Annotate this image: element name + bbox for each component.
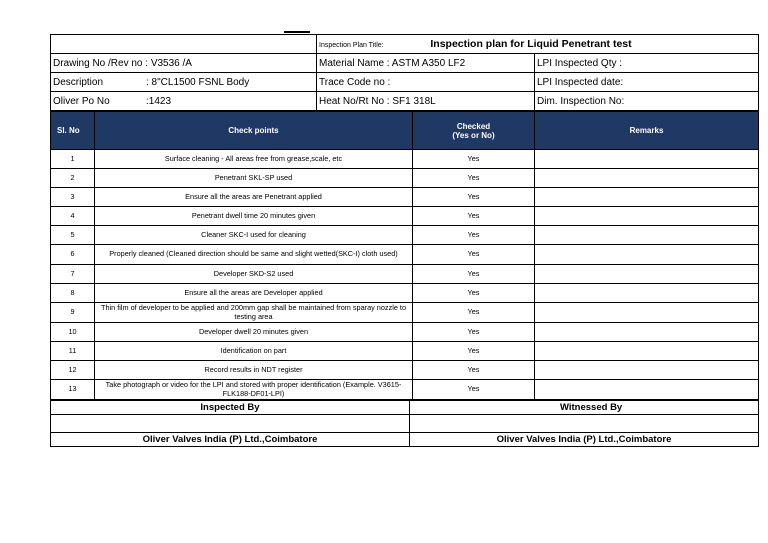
col-check-points: Check points (95, 112, 413, 150)
table-row (51, 188, 759, 207)
row-number: 6 (51, 245, 95, 265)
row-check-point: Ensure all the areas are Penetrant applied (95, 188, 413, 207)
row-check-point: Penetrant SKL-SP used (95, 169, 413, 188)
table-row (51, 150, 759, 169)
row-number: 11 (51, 342, 95, 361)
row-number: 2 (51, 169, 95, 188)
heat-no: Heat No/Rt No : SF1 318L (317, 92, 535, 111)
row-check-point: Surface cleaning - All areas free from grease,scale, etc (95, 150, 413, 169)
row-remarks (535, 245, 759, 265)
row-remarks (535, 342, 759, 361)
row-checked: Yes (413, 361, 535, 380)
table-row (51, 265, 759, 284)
inspected-signature (51, 415, 410, 433)
plan-title-label: Inspection Plan Title: (319, 42, 384, 49)
inspection-sheet (50, 34, 758, 447)
row-checked: Yes (413, 207, 535, 226)
row-check-point: Thin film of developer to be applied and 200mm gap shall be maintained from sparay nozzle to testing area (95, 303, 413, 323)
table-row (51, 169, 759, 188)
row-number: 13 (51, 380, 95, 400)
row-number: 12 (51, 361, 95, 380)
description-value: : 8"CL1500 FSNL Body (146, 76, 250, 88)
description-cell (51, 73, 317, 92)
row-checked: Yes (413, 284, 535, 303)
blank-cell (51, 35, 317, 54)
row-remarks (535, 207, 759, 226)
row-remarks (535, 323, 759, 342)
row-checked: Yes (413, 265, 535, 284)
table-row (51, 207, 759, 226)
lpi-qty: LPI Inspected Qty : (535, 54, 759, 73)
row-check-point: Developer SKD-S2 used (95, 265, 413, 284)
dim-inspection: Dim. Inspection No: (535, 92, 759, 111)
row-check-point: Record results in NDT register (95, 361, 413, 380)
row-check-point: Cleaner SKC-I used for cleaning (95, 226, 413, 245)
row-check-point: Developer dwell 20 minutes given (95, 323, 413, 342)
table-row (51, 284, 759, 303)
table-row (51, 323, 759, 342)
table-row (51, 380, 759, 400)
table-row (51, 245, 759, 265)
drawing-no: Drawing No /Rev no : V3536 /A (51, 54, 317, 73)
row-number: 9 (51, 303, 95, 323)
row-checked: Yes (413, 303, 535, 323)
row-checked: Yes (413, 380, 535, 400)
row-remarks (535, 380, 759, 400)
po-value: :1423 (146, 95, 172, 107)
witnessed-signature (410, 415, 759, 433)
row-remarks (535, 265, 759, 284)
row-number: 10 (51, 323, 95, 342)
check-table (50, 111, 759, 400)
po-label: Oliver Po No (53, 95, 110, 107)
row-checked: Yes (413, 188, 535, 207)
column-header-row (51, 112, 759, 150)
row-checked: Yes (413, 150, 535, 169)
row-check-point: Take photograph or video for the LPI and stored with proper identification (Example. V3615-FLK188-DF01-LPI) (95, 380, 413, 400)
table-row (51, 303, 759, 323)
table-row (51, 226, 759, 245)
trace-code: Trace Code no : (317, 73, 535, 92)
footer-table (50, 400, 759, 447)
row-number: 5 (51, 226, 95, 245)
col-checked-line1: Checked (456, 121, 491, 131)
row-remarks (535, 226, 759, 245)
table-row (51, 361, 759, 380)
row-checked: Yes (413, 226, 535, 245)
row-checked: Yes (413, 323, 535, 342)
col-remarks: Remarks (535, 112, 759, 150)
row-remarks (535, 150, 759, 169)
witnessed-by: Witnessed By (410, 401, 759, 415)
row-check-point: Ensure all the areas are Developer applied (95, 284, 413, 303)
row-number: 4 (51, 207, 95, 226)
row-number: 8 (51, 284, 95, 303)
row-remarks (535, 361, 759, 380)
row-number: 7 (51, 265, 95, 284)
row-remarks (535, 169, 759, 188)
table-row (51, 342, 759, 361)
row-check-point: Identification on part (95, 342, 413, 361)
row-number: 3 (51, 188, 95, 207)
company-left: Oliver Valves India (P) Ltd.,Coimbatore (51, 433, 410, 447)
plan-title-cell (317, 35, 759, 54)
company-right: Oliver Valves India (P) Ltd.,Coimbatore (410, 433, 759, 447)
row-check-point: Penetrant dwell time 20 minutes given (95, 207, 413, 226)
material-name: Material Name : ASTM A350 LF2 (317, 54, 535, 73)
row-checked: Yes (413, 342, 535, 361)
row-number: 1 (51, 150, 95, 169)
row-check-point: Properly cleaned (Cleaned direction should be same and slight wetted(SKC-I) cloth used) (95, 245, 413, 265)
row-remarks (535, 303, 759, 323)
row-remarks (535, 284, 759, 303)
plan-title: Inspection plan for Liquid Penetrant test (430, 38, 632, 50)
description-label: Description (53, 76, 104, 88)
row-checked: Yes (413, 245, 535, 265)
row-remarks (535, 188, 759, 207)
po-cell (51, 92, 317, 111)
top-rule-mark (284, 31, 310, 33)
row-checked: Yes (413, 169, 535, 188)
header-table (50, 34, 759, 111)
inspected-by: Inspected By (51, 401, 410, 415)
col-checked-line2: (Yes or No) (452, 130, 495, 140)
col-checked (413, 112, 535, 150)
lpi-date: LPI Inspected date: (535, 73, 759, 92)
col-sl-no: Sl. No (51, 112, 95, 150)
